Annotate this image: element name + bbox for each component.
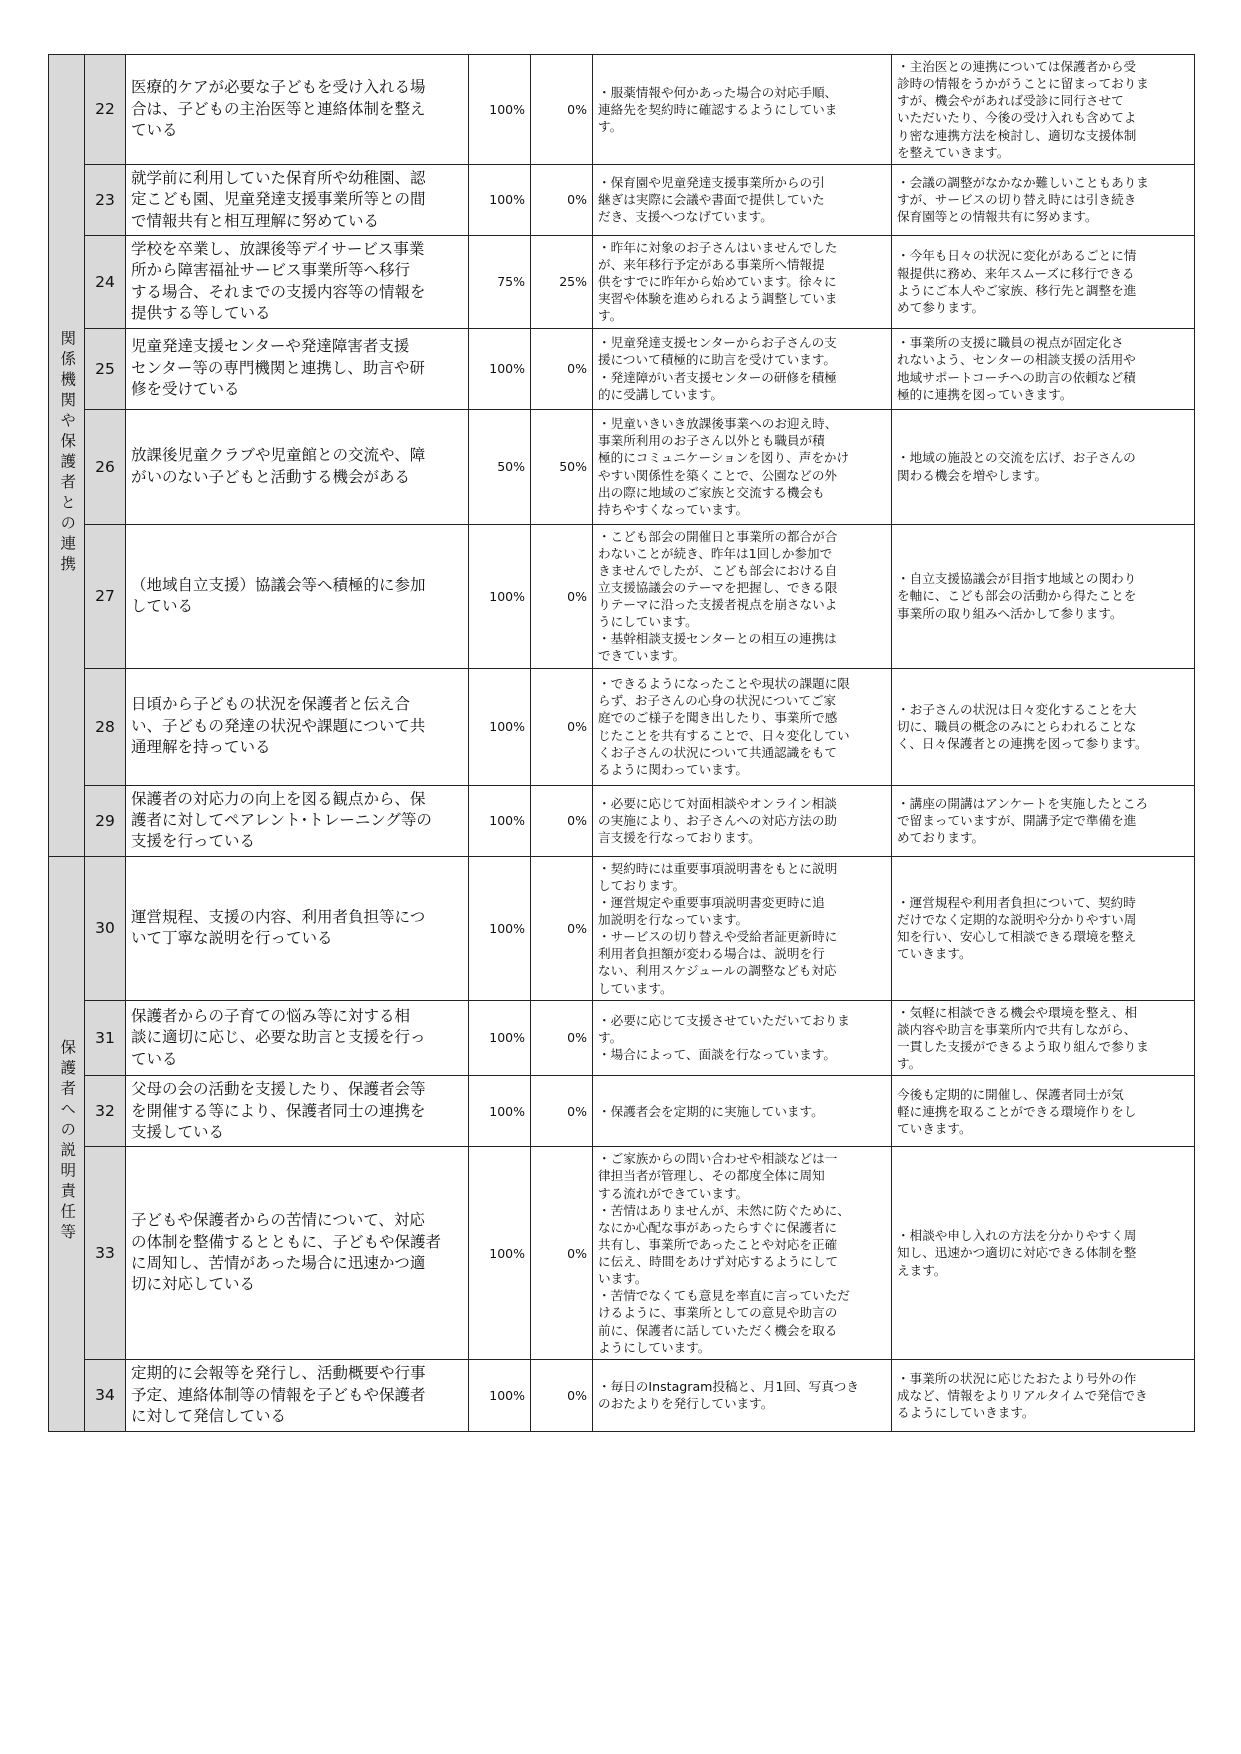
text-line: うにしています。 [598,614,698,630]
text-line: に伝え、時間をあけず対応するようにして [598,1254,839,1269]
text-line: ・自立支援協議会が目指す地域との関わり [897,571,1137,587]
text-line: いただいたり、今後の受け入れも含めてよ [897,110,1137,126]
text-line: ・児童いきいき放課後事業へのお迎え時、 [598,416,838,432]
text-line: ・サービスの切り替えや受給者証更新時に [598,929,838,945]
item-description [126,164,469,235]
text-line: 切に対応している [131,1275,256,1294]
item-description [126,328,469,409]
text-line: だけでなく定期的な説明や分かりやすい周 [897,912,1137,927]
item-number: 33 [85,1147,126,1360]
yes-percentage: 100% [469,668,531,785]
text-line: ・発達障がい者支援センターの研修を積極 [598,369,837,385]
text-line: できています。 [598,648,686,664]
current-situation [593,524,892,668]
text-line: す。 [897,1056,922,1071]
no-percentage: 0% [531,524,593,668]
text-line: 予定、連絡体制等の情報を子どもや保護者 [131,1385,426,1404]
text-line: 定期的に会報等を発行し、活動概要や行事 [131,1364,426,1383]
text-line: 談内容や助言を事業所内で共有しながら、 [897,1021,1137,1037]
text-line: 連絡先を契約時に確認するようにしていま [598,101,838,117]
text-line: ・講座の開講はアンケートを実施したところ [897,795,1149,811]
text-line: 律担当者が管理し、その都度全体に周知 [598,1168,825,1184]
text-line: ・ご家族からの問い合わせや相談などは一 [598,1151,838,1167]
text-line: ・運営規定や重要事項説明書変更時に追 [598,894,825,910]
text-line: で留まっていますが、開講予定で準備を進 [897,813,1137,828]
text-line: に周知し、苦情があった場合に迅速かつ適 [131,1254,426,1272]
text-line: ・苦情でなくても意見を率直に言っていただ [598,1288,850,1304]
text-line: りテーマに沿った支援者視点を崩さないよ [598,597,838,612]
text-line: 所から障害福祉サービス事業所等へ移行 [131,261,411,280]
text-line: ・児童発達支援センターからお子さんの支 [598,335,837,351]
current-situation [593,785,892,856]
item-description [126,1359,469,1431]
text-line: しております。 [598,877,686,893]
item-number: 25 [85,328,126,409]
no-percentage: 0% [531,164,593,235]
table-row [49,328,1195,409]
table-row [49,1076,1195,1147]
yes-percentage: 100% [469,1076,531,1147]
text-line: 一貫した支援ができるよう取り組んで参りま [897,1038,1149,1054]
text-line: ・苦情はありませんが、未然に防ぐために、 [598,1202,850,1218]
table-row [49,164,1195,235]
table-row [49,856,1195,1000]
text-line: めて参ります。 [897,299,985,315]
text-line: 知を行い、安心して相談できる環境を整え [897,929,1137,945]
yes-percentage: 100% [469,164,531,235]
text-line: います。 [598,1271,648,1287]
text-line: ・服薬情報や何かあった場合の対応手順、 [598,84,838,100]
item-description [126,668,469,785]
text-line: を整えていきます。 [897,144,1010,160]
text-line: ・地域の施設との交流を広げ、お子さんの [897,450,1136,466]
text-line: 事業所の取り組みへ活かして参ります。 [897,605,1123,621]
text-line: 極的にコミュニケーションを図り、声をかけ [598,450,850,466]
text-line: ・会議の調整がなかなか難しいこともありま [897,175,1149,191]
text-line: 診時の情報をうかがうことに留まっておりま [897,76,1149,92]
current-situation [593,1000,892,1076]
text-line: 定こども園、児童発達支援事業所等との間 [131,190,426,209]
text-line: 的に受講しています。 [598,386,723,402]
text-line: す。 [598,1030,623,1046]
text-line: ていきます。 [897,946,972,962]
text-line: だき、支援へつなげています。 [598,209,773,225]
improvement-plan [892,668,1195,785]
improvement-plan [892,164,1195,235]
table-row [49,235,1195,328]
text-line: 事業所利用のお子さん以外とも職員が積 [598,433,825,449]
improvement-plan [892,1147,1195,1360]
text-line: 父母の会の活動を支援したり、保護者会等 [131,1080,426,1099]
text-line: わないことが続き、昨年は1回しか参加で [598,545,833,561]
yes-percentage: 100% [469,55,531,165]
text-line: 合は、子どもの主治医等と連絡体制を整え [131,99,426,118]
text-line: ようにしています。 [598,1339,711,1355]
text-line: が、来年移行予定がある事業所へ情報提 [598,257,825,272]
yes-percentage: 50% [469,409,531,524]
item-number: 27 [85,524,126,668]
current-situation [593,1359,892,1431]
text-line: 軽に連携を取ることができる環境作りをし [897,1103,1137,1119]
no-percentage: 50% [531,409,593,524]
text-line: のおたよりを発行しています。 [598,1396,774,1412]
text-line: ・気軽に相談できる機会や環境を整え、相 [897,1004,1138,1020]
text-line: く、日々保護者との連携を図って参ります。 [897,736,1148,752]
item-number: 29 [85,785,126,856]
no-percentage: 0% [531,668,593,785]
table-row [49,1359,1195,1431]
text-line: 放課後児童クラブや児童館との交流や、障 [131,446,426,465]
text-line: で情報共有と相互理解に努めている [131,211,380,230]
item-description [126,1147,469,1360]
item-number: 30 [85,856,126,1000]
yes-percentage: 100% [469,856,531,1000]
text-line: ていきます。 [897,1120,972,1136]
text-line: す。 [598,118,623,134]
no-percentage: 0% [531,1076,593,1147]
text-line: ている [131,121,178,140]
table-row [49,1000,1195,1076]
text-line: ・できるようになったことや現状の課題に限 [598,676,850,692]
current-situation [593,235,892,328]
table-row [49,409,1195,524]
text-line: 保護者からの子育ての悩み等に対する相 [131,1006,411,1025]
improvement-plan [892,409,1195,524]
item-description [126,55,469,165]
no-percentage: 0% [531,1000,593,1076]
text-line: 供をすでに昨年から始めています。徐々に [598,274,837,290]
text-line: を開催する等により、保護者同士の連携を [131,1101,426,1120]
evaluation-sheet [48,54,1194,1432]
improvement-plan [892,1359,1195,1431]
text-line: ・事業所の状況に応じたおたより号外の作 [897,1370,1137,1386]
text-line: ようにご本人やご家族、移行先と調整を進 [897,282,1137,298]
text-line: 護者に対してペアレント･トレーニング等の [131,810,432,829]
text-line: 日頃から子どもの状況を保護者と伝え合 [131,695,411,714]
text-line: すが、機会やがあれば受診に同行させて [897,93,1124,109]
text-line: ・昨年に対象のお子さんはいませんでした [598,239,838,255]
yes-percentage: 100% [469,328,531,409]
item-number: 26 [85,409,126,524]
yes-percentage: 100% [469,1000,531,1076]
text-line: ・保護者会を定期的に実施しています。 [598,1103,824,1119]
table-row [49,668,1195,785]
text-line: り密な連携方法を検討し、適切な支援体制 [897,127,1137,143]
text-line: ・今年も日々の状況に変化があるごとに情 [897,248,1137,264]
text-line: 利用者負担額が変わる場合は、説明を行 [598,946,825,962]
text-line: ている [131,1049,178,1068]
text-line: るようにしていきます。 [897,1404,1035,1420]
yes-percentage: 100% [469,1147,531,1360]
no-percentage: 0% [531,328,593,409]
item-number: 23 [85,164,126,235]
category-cell [49,856,85,1431]
text-line: るように関わっています。 [598,761,748,777]
no-percentage: 0% [531,1359,593,1431]
item-number: 24 [85,235,126,328]
text-line: 地域サポートコーチへの助言の依頼など積 [897,369,1136,385]
text-line: 継ぎは実際に会議や書面で提供していた [598,192,825,208]
improvement-plan [892,235,1195,328]
text-line: の体制を整備するとともに、子どもや保護者 [131,1232,442,1251]
text-line: ・基幹相談支援センターとの相互の連携は [598,631,837,647]
text-line: 言支援を行なっております。 [598,830,761,846]
current-situation [593,1076,892,1147]
item-description [126,1000,469,1076]
table-body [49,55,1195,1432]
text-line: ・必要に応じて対面相談やオンライン相談 [598,795,837,811]
improvement-plan [892,55,1195,165]
yes-percentage: 75% [469,235,531,328]
text-line: 提供する等している [131,304,271,323]
text-line: ・保育園や児童発達支援事業所からの引 [598,175,825,191]
text-line: ・場合によって、面談を行なっています。 [598,1047,837,1063]
text-line: センター等の専門機関と連携し、助言や研 [131,358,425,377]
improvement-plan [892,785,1195,856]
table-row [49,55,1195,165]
text-line: 学校を卒業し、放課後等デイサービス事業 [131,239,425,258]
text-line: 関わる機会を増やします。 [897,467,1048,483]
text-line: する流れができています。 [598,1185,749,1201]
category-cell [49,55,85,857]
item-description [126,785,469,856]
item-number: 31 [85,1000,126,1076]
text-line: 極的に連携を図っていきます。 [897,386,1073,402]
text-line: えます。 [897,1262,947,1278]
text-line: 就学前に利用していた保育所や幼稚園、認 [131,168,426,187]
text-line: 運営規程、支援の内容、利用者負担等につ [131,907,426,926]
text-line: ・必要に応じて支援させていただいておりま [598,1013,850,1029]
text-line: 知し、迅速かつ適切に対応できる体制を整 [897,1245,1137,1261]
table-row [49,1147,1195,1360]
item-number: 22 [85,55,126,165]
text-line: ・こども部会の開催日と事業所の都合が合 [598,528,838,544]
text-line: 修を受けている [131,380,240,399]
item-number: 34 [85,1359,126,1431]
text-line: けるように、事業所としての意見や助言の [598,1305,838,1321]
text-line: れないよう、センターの相談支援の活用や [897,352,1136,368]
text-line: いて丁寧な説明を行っている [131,929,333,948]
text-line: ・相談や申し入れの方法を分かりやすく周 [897,1228,1137,1244]
improvement-plan [892,1076,1195,1147]
item-description [126,409,469,524]
text-line: 切に、職員の概念のみにとらわれることな [897,718,1137,734]
text-line: 保育園等との情報共有に努めます。 [897,209,1098,225]
text-line: くお子さんの状況について共通認識をもて [598,744,838,760]
text-line: 援について積極的に助言を受けています。 [598,352,837,368]
text-line: ・主治医との連携については保護者から受 [897,59,1137,74]
no-percentage: 0% [531,55,593,165]
text-line: （地域自立支援）協議会等へ積極的に参加 [131,575,426,594]
yes-percentage: 100% [469,524,531,668]
text-line: 医療的ケアが必要な子どもを受け入れる場 [131,78,426,97]
yes-percentage: 100% [469,785,531,856]
text-line: 今後も定期的に開催し、保護者同士が気 [897,1086,1124,1102]
text-line: い、子どもの発達の状況や課題について共 [131,716,426,735]
text-line: しています。 [598,980,673,996]
text-line: きませんでしたが、こども部会における自 [598,562,838,578]
current-situation [593,668,892,785]
text-line: 前に、保護者に話していただく機会を取る [598,1322,838,1338]
text-line: 成など、情報をよりリアルタイムで発信でき [897,1387,1148,1403]
text-line: じたことを共有することで、日々変化してい [598,727,850,743]
text-line: 保護者の対応力の向上を図る観点から、保 [131,789,426,808]
text-line: ない、利用スケジュールの調整なども対応 [598,963,837,979]
no-percentage: 25% [531,235,593,328]
table-row [49,524,1195,668]
text-line: を軸に、こども部会の活動から得たことを [897,588,1137,604]
text-line: ・お子さんの状況は日々変化することを大 [897,701,1137,717]
category-label: 保護者への説明責任等 [58,1039,77,1245]
current-situation [593,55,892,165]
item-description [126,1076,469,1147]
text-line: やすい関係性を築くことで、公園などの外 [598,467,838,483]
current-situation [593,164,892,235]
item-description [126,524,469,668]
text-line: 出の際に地域のご家族と交流する機会も [598,484,825,500]
item-number: 28 [85,668,126,785]
text-line: がいのない子どもと活動する機会がある [131,467,411,486]
improvement-plan [892,1000,1195,1076]
table-row [49,785,1195,856]
text-line: 支援している [131,1122,225,1141]
no-percentage: 0% [531,785,593,856]
text-line: 支援を行っている [131,832,256,851]
text-line: ・毎日のInstagram投稿と、月1回、写真つき [598,1379,859,1395]
category-label: 関係機関や保護者との連携 [58,330,77,577]
text-line: 共有し、事業所であったことや対応を正確 [598,1236,838,1252]
text-line: している [131,597,194,615]
text-line: 実習や体験を進められるよう調整していま [598,291,838,307]
improvement-plan [892,328,1195,409]
item-description [126,856,469,1000]
text-line: する場合、それまでの支援内容等の情報を [131,282,426,301]
current-situation [593,328,892,409]
text-line: すが、サービスの切り替え時には引き続き [897,192,1137,208]
current-situation [593,1147,892,1360]
text-line: なにか心配な事があったらすぐに保護者に [598,1219,838,1235]
text-line: 庭でのご様子を聞き出したり、事業所で感 [598,710,838,726]
text-line: めております。 [897,830,985,846]
text-line: 児童発達支援センターや発達障害者支援 [131,337,410,356]
text-line: 子どもや保護者からの苦情について、対応 [131,1211,425,1230]
text-line: に対して発信している [131,1406,287,1425]
text-line: 通理解を持っている [131,738,271,757]
text-line: ・契約時には重要事項説明書をもとに説明 [598,860,838,876]
text-line: 立支援協議会のテーマを把握し、できる限 [598,579,838,595]
current-situation [593,409,892,524]
text-line: 加説明を行なっています。 [598,912,749,927]
text-line: ・運営規程や利用者負担について、契約時 [897,894,1136,910]
item-description [126,235,469,328]
yes-percentage: 100% [469,1359,531,1431]
improvement-plan [892,856,1195,1000]
text-line: す。 [598,308,623,324]
text-line: らず、お子さんの心身の状況についてご家 [598,693,837,709]
no-percentage: 0% [531,856,593,1000]
self-evaluation-table [48,54,1195,1432]
text-line: ・事業所の支援に職員の視点が固定化さ [897,335,1124,351]
item-number: 32 [85,1076,126,1147]
current-situation [593,856,892,1000]
text-line: の実施により、お子さんへの対応方法の助 [598,813,838,828]
text-line: 持ちやすくなっています。 [598,501,749,517]
text-line: 談に適切に応じ、必要な助言と支援を行っ [131,1028,426,1047]
improvement-plan [892,524,1195,668]
text-line: 報提供に務め、来年スムーズに移行できる [897,265,1135,281]
no-percentage: 0% [531,1147,593,1360]
